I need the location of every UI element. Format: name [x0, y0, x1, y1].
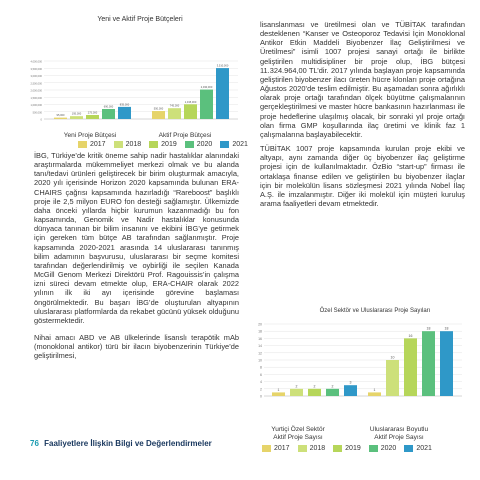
legend-swatch: [149, 141, 158, 148]
bar-2020: [422, 331, 435, 396]
right-text-column: [260, 20, 465, 213]
data-label: 690,000: [103, 105, 114, 109]
data-label: 2: [331, 384, 334, 389]
legend-swatch: [220, 141, 229, 148]
data-label: 2,030,000: [200, 86, 213, 90]
y-tick-label: 4: [260, 380, 262, 385]
bar-2017: [152, 111, 165, 119]
bar-2021: [216, 68, 229, 119]
page-footer: [30, 439, 212, 448]
chart1-legend: [78, 141, 256, 148]
bar-2018: [290, 389, 303, 396]
body-paragraph: TÜBİTAK 1007 proje kapsamında kurulan proje ekibi ve altyapı, aynı zamanda diğer üç biyobenzer ilaç geliştirme projesi için de kullanılmaktadır. ÖzBio “start-up” firması ile ortaklaşa finanse edilen ve geliştirilen bu biyobenzer ilaçlar için bir molekülün lisans sözleşmesi 2021 yılında Nobel İlaç A.Ş. ile imzalanmıştır. Diğer iki molekül için müşteri kuruluş arama faaliyetleri devam etmektedir.: [260, 144, 465, 208]
legend-item: [404, 445, 432, 452]
y-tick-label: 3,500,000: [30, 67, 42, 71]
data-label: 195,000: [71, 112, 82, 116]
legend-swatch: [369, 445, 378, 452]
chart2-legend: [262, 445, 440, 452]
legend-item: [149, 141, 177, 148]
y-tick-label: 6: [260, 372, 262, 377]
left-text-column: [34, 151, 239, 365]
chart2-title: Özel Sektör ve Uluslararası Proje Sayıları: [319, 308, 431, 314]
bar-2019: [404, 338, 417, 396]
y-tick-label: 4,000,000: [30, 60, 42, 64]
legend-label: 2019: [345, 445, 361, 452]
legend-swatch: [78, 141, 87, 148]
y-tick-label: 3,000,000: [30, 75, 42, 78]
y-tick-label: 14: [258, 344, 262, 349]
body-paragraph: lisanslanması ve üretilmesi olan ve TÜBİTAK tarafından desteklenen “Kanser ve Osteoporoz Tedavisi İçin Monoklonal Antikor Etkin Maddeli Biyobenzer İlaç Geliştirilmesi ve Üretilmesi” isimli 1007 projesi sanayi ortağı ile birlikte geliştirilen multidisipliner bir proje olup, İBG bütçesi 11.324.964,00 TL’dir. 2017 yılında başlayan proje kapsamında geliştirilen biyobenzer ilacı üreten hücre klonları proje ortağına Ağustos 2020’de teslim edilmiştir. Bu aşamadan sonra ağırlıklı olarak proje ortağı tarafından ölçek büyütme çalışmalarının gerçekleştirilmesi ve master hücre bankasının hazırlanması ile proje hedeflerine ulaşılmış olacak, bir sonraki yıl proje ortağı olan firma GMP koşullarında ilaç üretimi ve klinik faz 1 çalışmalarına başlayabilecektir.: [260, 20, 465, 139]
data-label: 95,000: [56, 114, 65, 118]
legend-item: [185, 141, 213, 148]
bar-2021: [440, 331, 453, 396]
bar-2018: [168, 108, 181, 119]
legend-label: 2020: [196, 141, 213, 148]
legend-swatch: [114, 141, 123, 148]
legend-swatch: [262, 445, 271, 452]
legend-label: 2018: [309, 445, 326, 452]
y-tick-label: 1,000,000: [30, 104, 42, 107]
data-label: 18: [426, 326, 431, 331]
legend-label: 2021: [232, 141, 248, 148]
legend-label: 2019: [161, 141, 177, 148]
legend-item: [333, 445, 361, 452]
legend-item: [298, 445, 326, 452]
bar-2020: [326, 389, 339, 396]
bar-2021: [118, 107, 131, 119]
bar-2018: [386, 360, 399, 396]
footer-title: Faaliyetlere İlişkin Bilgi ve Değerlendirmeler: [44, 439, 212, 448]
data-label: 1,015,000: [184, 100, 197, 104]
bar-2017: [54, 118, 67, 119]
bar-2019: [308, 389, 321, 396]
legend-item: [78, 141, 106, 148]
y-tick-label: 16: [258, 336, 262, 341]
legend-swatch: [404, 445, 413, 452]
data-label: 745,000: [169, 104, 180, 108]
data-label: 2: [295, 384, 298, 389]
legend-swatch: [185, 141, 194, 148]
y-tick-label: 10: [258, 358, 262, 363]
chart1-title: Yeni ve Aktif Proje Bütçeleri: [97, 16, 183, 23]
body-paragraph: İBG, Türkiye’de kritik öneme sahip nadir hastalıklar alanındaki araştırmalarda mükemmeliyet merkezi olmak ve bu alanda tanı/tedavi ürünleri geliştirecek bir birim oluşturmak amacıyla, 2020 yılı içerisinde Horizon 2020 kapsamında bulunan ERA-CHAIRS çağrısı kapsamında hazırladığı “Rareboost” başlıklı proje ile 2,5 milyon EURO fon desteği sağlamıştır. Ülkemizde daha önceki yıllarda hiçbir kurumun kazanmadığı bu fon kapsamında, Genomik ve Nadir hastalıklar konusunda dünyaca tanınan bir bilim insanını ve ekibini İBG’ye getirmek için gereken tüm bütçe AB tarafından sağlanmıştır. Proje kapsamında 2020-2021 arasında 14 uluslararası tanınmış bilim adamının başvurusu, uluslararası bir seçme komitesi tarafından değerlendirilmiş ve oybirliği ile seçilen Kanada McGill Genom Merkezi Direktörü Prof. Ragouissis’in çalışma izni süreci devam etmekte olup, ERA-CHAIR olarak 2022 yılının ilk iki ayı içerisinde görevine başlaması öngörülmektedir. Bu başarı İBG’de oluşturulan altyapının uluslararası platformlarda da rekabet gücünü yüksek olduğunu göstermektedir.: [34, 151, 239, 325]
data-label: 3,510,000: [216, 64, 229, 68]
legend-swatch: [298, 445, 307, 452]
legend-swatch: [333, 445, 342, 452]
legend-item: [220, 141, 248, 148]
page-number: 76: [30, 439, 39, 448]
legend-item: [114, 141, 142, 148]
data-label: 10: [390, 355, 395, 360]
y-tick-label: 0: [260, 394, 262, 399]
y-tick-label: 2: [260, 387, 262, 392]
y-tick-label: 2,000,000: [30, 89, 42, 93]
chart1-category-label: Yeni Proje Bütçesi: [63, 132, 117, 139]
legend-label: 2020: [380, 445, 397, 452]
y-tick-label: 2,500,000: [30, 82, 42, 86]
data-label: 2: [313, 384, 316, 389]
bar-2018: [70, 116, 83, 119]
chart1-plot: [20, 55, 240, 135]
data-label: 275,000: [87, 111, 98, 115]
y-tick-label: 1,500,000: [30, 96, 42, 100]
y-tick-label: 18: [258, 329, 262, 334]
data-label: 835,000: [119, 103, 130, 107]
chart2-plot: [250, 318, 465, 418]
bar-2017: [368, 392, 381, 396]
legend-item: [262, 445, 290, 452]
legend-item: [369, 445, 397, 452]
y-tick-label: 8: [260, 365, 262, 370]
legend-label: 2018: [125, 141, 142, 148]
bar-2020: [200, 90, 213, 119]
y-tick-label: 20: [258, 322, 262, 327]
body-paragraph: Nihai amacı ABD ve AB ülkelerinde lisanslı terapötik mAb (monoklonal antikor) türü bir ilacın biyobenzerinin Türkiye’de geliştirilmesi,: [34, 332, 239, 361]
bar-2019: [86, 115, 99, 119]
data-label: 18: [444, 326, 449, 331]
bar-2021: [344, 385, 357, 396]
data-label: 1: [277, 387, 280, 392]
data-label: 3: [349, 380, 352, 385]
bar-2019: [184, 104, 197, 119]
legend-label: 2017: [90, 141, 106, 148]
chart1-category-label: Aktif Proje Bütçesi: [158, 132, 212, 139]
y-tick-label: 12: [258, 351, 262, 356]
legend-label: 2017: [274, 445, 290, 452]
bar-2020: [102, 109, 115, 119]
chart2-category-label: Yurtiçi Özel Sektör Aktif Proje Sayısı: [271, 426, 325, 441]
data-label: 550,000: [153, 107, 164, 111]
data-label: 16: [408, 333, 413, 338]
data-label: 1: [373, 387, 376, 392]
y-tick-label: 500,000: [32, 111, 42, 115]
legend-label: 2021: [416, 445, 432, 452]
y-tick-label: 0: [40, 118, 42, 122]
chart2-category-label: Uluslararası Boyutlu Aktif Proje Sayısı: [369, 426, 429, 441]
bar-2017: [272, 392, 285, 396]
